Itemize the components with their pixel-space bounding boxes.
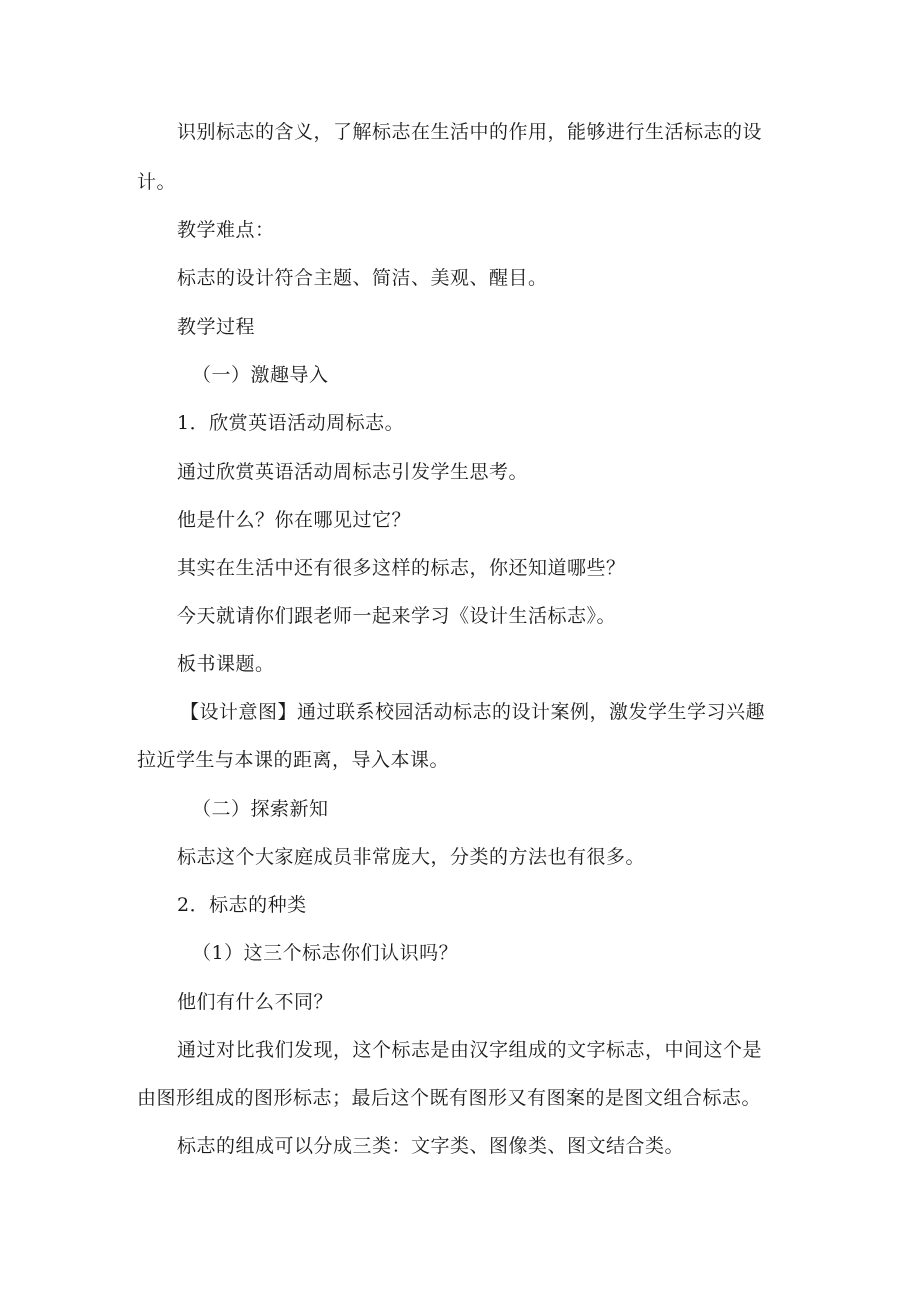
paragraph: 板书课题。 (177, 653, 275, 675)
list-item-1: 1．欣赏英语活动周标志。 (177, 412, 405, 434)
sub-item-1: （1）这三个标志你们认识吗？ (192, 942, 459, 964)
paragraph-objective-line2: 计。 (137, 171, 177, 193)
paragraph: 他是什么？你在哪见过它？ (177, 509, 412, 531)
list-item-2: 2．标志的种类 (177, 894, 307, 916)
paragraph-comparison-line2: 由图形组成的图形标志；最后这个既有图形又有图案的是图文组合标志。 (137, 1087, 762, 1109)
design-intent-line2: 拉近学生与本课的距离，导入本课。 (137, 749, 450, 771)
paragraph: 今天就请你们跟老师一起来学习《设计生活标志》。 (177, 605, 617, 627)
section-heading-2: （二）探索新知 (192, 798, 329, 820)
heading-teaching-process: 教学过程 (177, 316, 256, 338)
section-heading-1: （一）激趣导入 (192, 364, 329, 386)
design-intent-line1: 【设计意图】通过联系校园活动标志的设计案例，激发学生学习兴趣 (180, 701, 766, 723)
heading-teaching-difficulty: 教学难点： (177, 219, 275, 241)
paragraph: 标志这个大家庭成员非常庞大，分类的方法也有很多。 (177, 846, 646, 868)
paragraph-difficulty: 标志的设计符合主题、简洁、美观、醒目。 (177, 267, 548, 289)
paragraph: 通过欣赏英语活动周标志引发学生思考。 (177, 461, 529, 483)
paragraph-objective-line1: 识别标志的含义，了解标志在生活中的作用，能够进行生活标志的设 (177, 121, 763, 143)
paragraph: 他们有什么不同？ (177, 991, 334, 1013)
paragraph: 标志的组成可以分成三类：文字类、图像类、图文结合类。 (177, 1135, 685, 1157)
paragraph: 其实在生活中还有很多这样的标志，你还知道哪些？ (177, 557, 626, 579)
paragraph-comparison-line1: 通过对比我们发现，这个标志是由汉字组成的文字标志，中间这个是 (177, 1039, 763, 1061)
